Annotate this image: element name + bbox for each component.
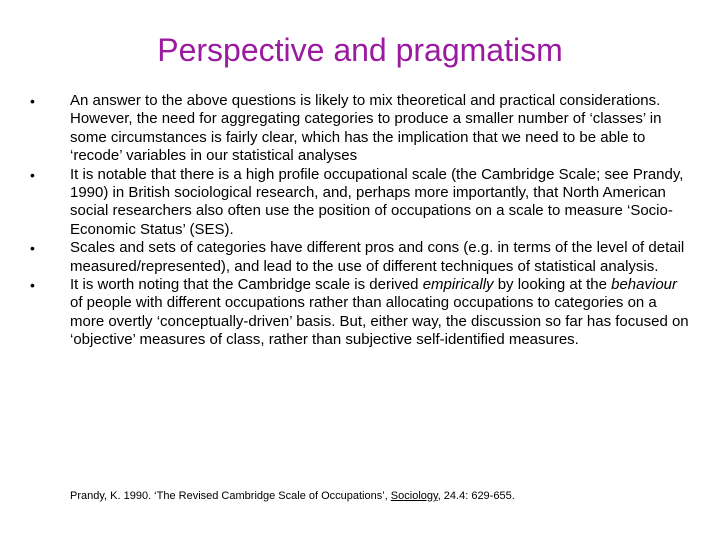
bullet-point-icon: • (30, 277, 35, 294)
bullet-text-segment: It is worth noting that the Cambridge scale is derived (70, 276, 423, 294)
reference-citation (70, 489, 690, 503)
bullet-list (30, 92, 690, 350)
bullet-item (30, 239, 690, 276)
slide-title: Perspective and pragmatism (157, 32, 563, 68)
bullet-text (70, 276, 689, 348)
bullet-point-icon: • (30, 240, 35, 257)
bullet-text-segment: of people with different occupations rather than allocating occupations to categories on a more overtly ‘conceptually-driven’ basis. But, either way, the discussion so far has focused on ‘objective’ measures of class, rather than subjective self-identified measures. (70, 294, 689, 349)
bullet-item (30, 166, 690, 240)
reference-journal: Sociology (390, 490, 438, 502)
bullet-text-segment: It is notable that there is a high profile occupational scale (the Cambridge Scale; see Prandy, 1990) in British sociological research, and, perhaps more importantly, that North American social researchers also often use the position of occupations on a scale to measure ‘Socio-Economic Status’ (SES). (70, 165, 684, 238)
bullet-point-icon: • (30, 93, 35, 109)
bullet-text (70, 92, 661, 164)
bullet-item (30, 92, 690, 166)
bullet-text (70, 239, 684, 274)
bullet-text-emphasis: empirically (422, 276, 494, 294)
bullet-text-segment: Scales and sets of categories have different pros and cons (e.g. in terms of the level of detail measured/represented), and lead to the use of different techniques of statistical analysis. (70, 239, 685, 275)
bullet-text-segment: by looking at the (493, 276, 612, 294)
reference-text: Prandy, K. 1990. ‘The Revised Cambridge Scale of Occupations’, (70, 490, 391, 502)
bullet-text-segment: An answer to the above questions is likely to mix theoretical and practical considerations. However, the need for aggregating categories to produce a smaller number of ‘classes’ in some circumstances is fairly clear, which has the implication that we need to be able to ‘recode’ variables in our statistical analyses (70, 92, 662, 165)
reference-text: , 24.4: 629-655. (437, 490, 515, 502)
bullet-item (30, 276, 690, 350)
bullet-text (70, 166, 683, 238)
bullet-text-emphasis: behaviour (611, 276, 678, 294)
bullet-point-icon: • (30, 166, 35, 183)
